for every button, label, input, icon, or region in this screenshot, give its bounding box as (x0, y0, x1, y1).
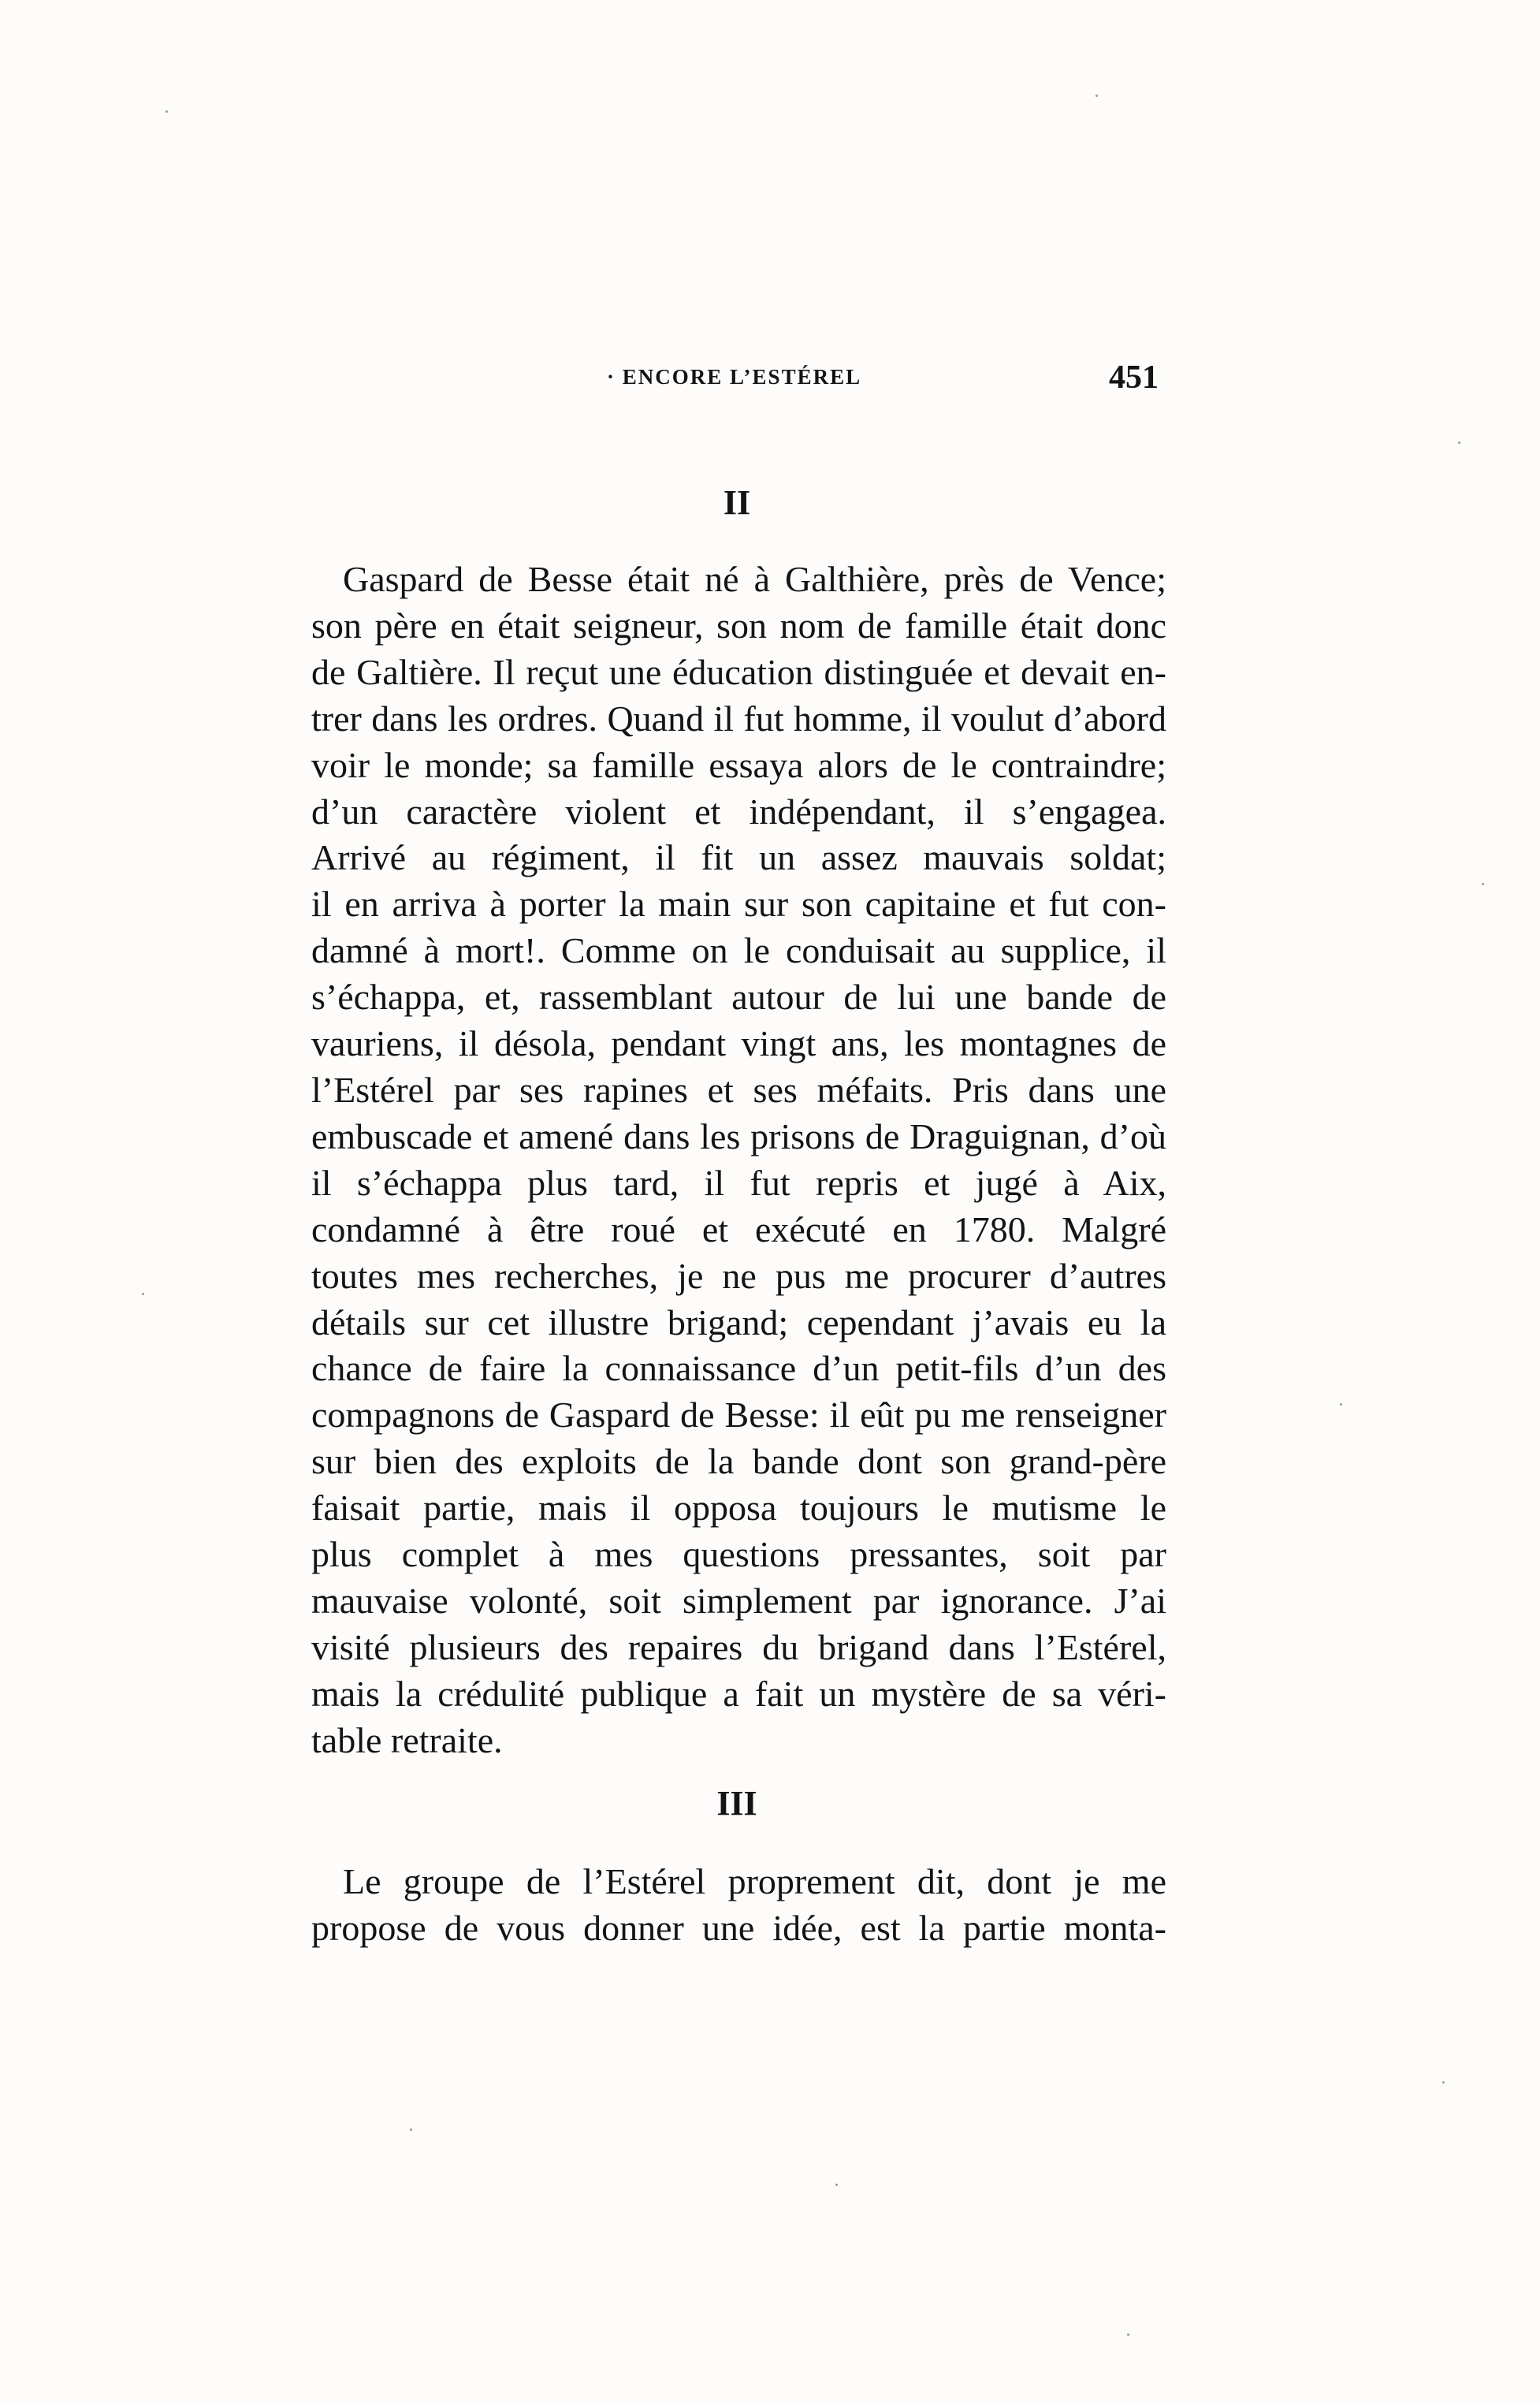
paper-speck (835, 2184, 838, 2186)
text-line: il en arriva à porter la main sur son capitaine et fut con- (311, 884, 1166, 925)
text-line: propose de vous donner une idée, est la partie monta- (311, 1907, 1166, 1948)
text-line: chance de faire la connaissance d’un petit-fils d’un des (311, 1348, 1166, 1389)
section-ii-paragraph (311, 557, 1166, 1764)
text-line: s’échappa, et, rassemblant autour de lui une bande de (311, 977, 1166, 1018)
section-heading-iii: III (716, 1784, 757, 1823)
paper-speck (1340, 1403, 1342, 1406)
text-line: compagnons de Gaspard de Besse: il eût pu me renseigner (311, 1395, 1166, 1436)
page-number: 451 (1109, 359, 1159, 396)
paper-speck (410, 2128, 412, 2131)
paper-speck (1458, 441, 1460, 444)
text-line: détails sur cet illustre brigand; cependant j’avais eu la (311, 1302, 1166, 1343)
section-heading-ii: II (723, 483, 751, 522)
running-header (315, 359, 1159, 398)
text-line: voir le monde; sa famille essaya alors de le contraindre; (311, 744, 1166, 785)
paper-speck (166, 110, 168, 113)
paper-speck (1482, 883, 1484, 885)
text-line: table retraite. (311, 1719, 503, 1760)
text-line: trer dans les ordres. Quand il fut homme, il voulut d’abord (311, 698, 1166, 739)
text-line: Gaspard de Besse était né à Galthière, près de Vence; (343, 559, 1166, 599)
paper-speck (1442, 2081, 1445, 2084)
text-line: condamné à être roué et exécuté en 1780. Malgré (311, 1208, 1166, 1249)
section-iii-paragraph (311, 1859, 1166, 1952)
running-title: · ENCORE L’ESTÉREL (607, 365, 862, 389)
paper-speck (142, 1293, 144, 1295)
text-line: vauriens, il désola, pendant vingt ans, les montagnes de (311, 1023, 1166, 1064)
text-line: damné à mort!. Comme on le conduisait au supplice, il (311, 930, 1166, 971)
text-line: d’un caractère violent et indépendant, il s’engagea. (311, 791, 1166, 832)
text-line: mauvaise volonté, soit simplement par ignorance. J’ai (311, 1580, 1166, 1621)
text-line: toutes mes recherches, je ne pus me procurer d’autres (311, 1255, 1166, 1296)
text-line: visité plusieurs des repaires du brigand dans l’Estérel, (311, 1626, 1166, 1667)
text-line: de Galtière. Il reçut une éducation distinguée et devait en- (311, 651, 1166, 692)
text-line: plus complet à mes questions pressantes, soit par (311, 1534, 1166, 1575)
text-line: faisait partie, mais il opposa toujours le mutisme le (311, 1488, 1166, 1529)
text-line: mais la crédulité publique a fait un mystère de sa véri- (311, 1673, 1166, 1714)
paper-speck (1127, 2333, 1129, 2336)
text-line: il s’échappa plus tard, il fut repris et jugé à Aix, (311, 1162, 1166, 1203)
text-line: l’Estérel par ses rapines et ses méfaits. Pris dans une (311, 1069, 1166, 1110)
text-line: Le groupe de l’Estérel proprement dit, dont je me (343, 1861, 1166, 1901)
paper-speck (1095, 95, 1098, 97)
text-line: sur bien des exploits de la bande dont son grand-père (311, 1441, 1166, 1482)
text-line: son père en était seigneur, son nom de famille était donc (311, 605, 1166, 646)
text-line: embuscade et amené dans les prisons de Draguignan, d’où (311, 1115, 1166, 1156)
text-line: Arrivé au régiment, il fit un assez mauvais soldat; (311, 837, 1166, 878)
